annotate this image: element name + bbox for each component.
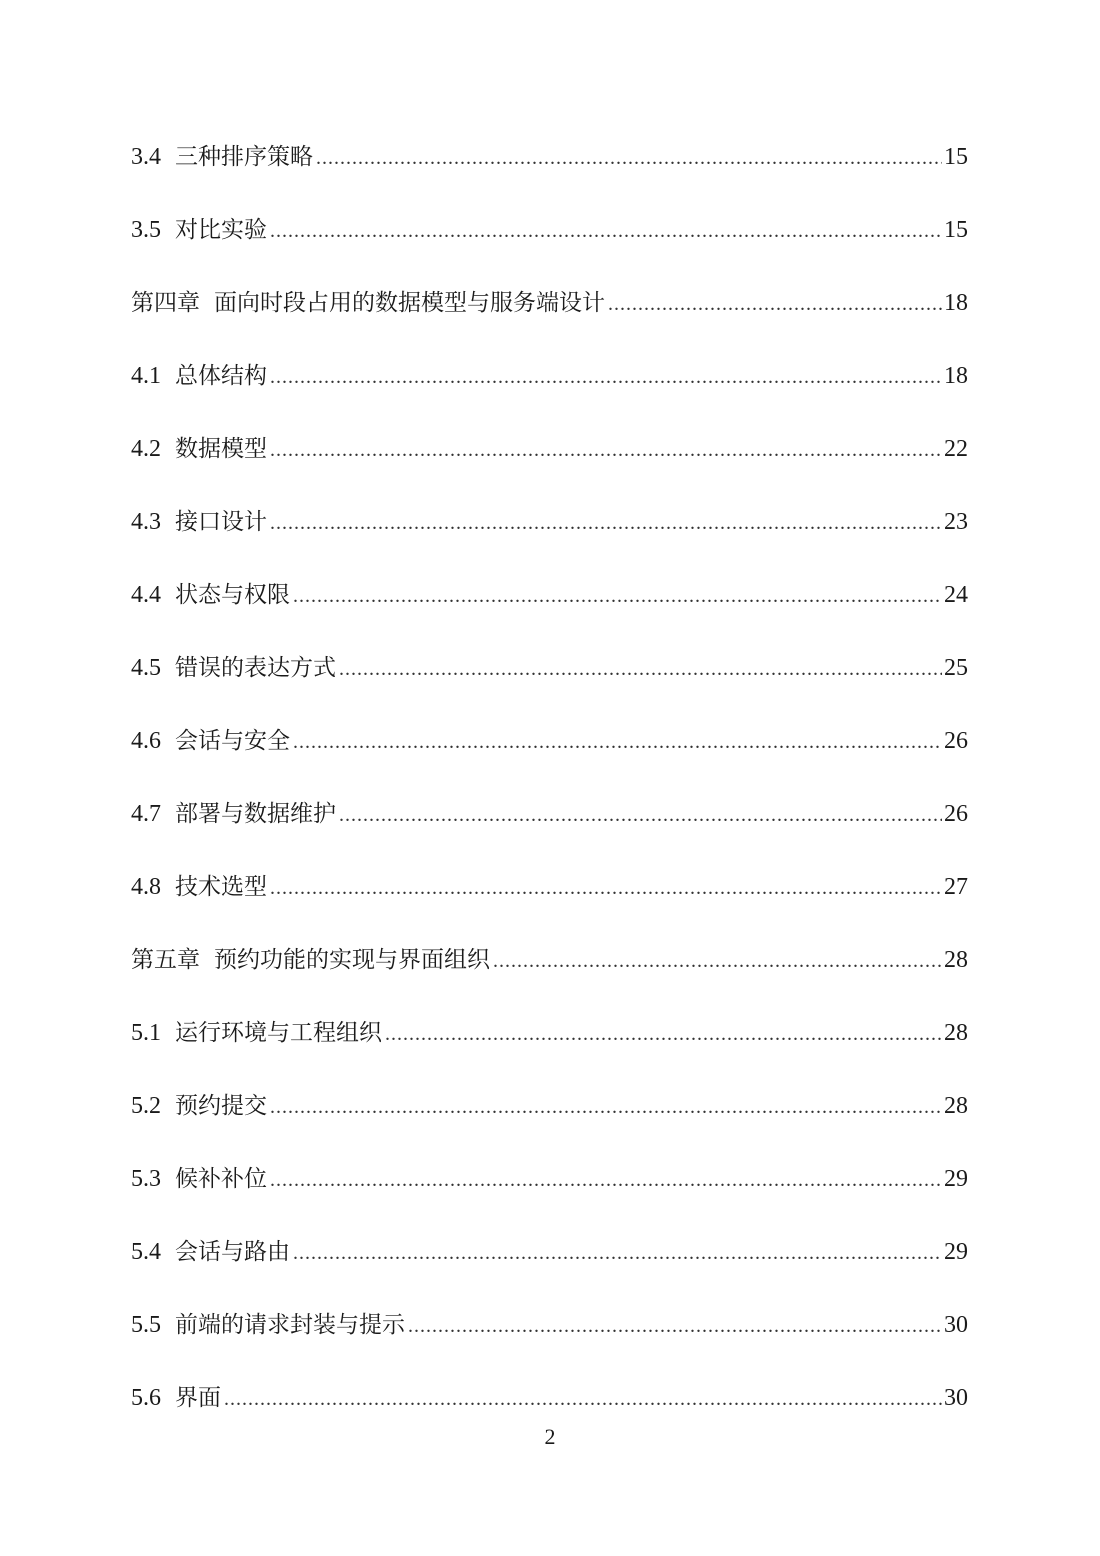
dot-leader: [385, 1014, 942, 1054]
entry-page-number: 25: [944, 655, 968, 681]
section-number: 5.6: [131, 1385, 161, 1411]
dot-leader: [270, 1160, 942, 1200]
entry-title: 面向时段占用的数据模型与服务端设计: [214, 290, 605, 316]
entry-title: 三种排序策略: [175, 144, 313, 170]
entry-title: 预约提交: [175, 1093, 267, 1119]
entry-title: 界面: [175, 1385, 221, 1411]
entry-page-number: 15: [944, 217, 968, 243]
entry-title: 会话与路由: [175, 1239, 290, 1265]
entry-page-number: 29: [944, 1166, 968, 1192]
section-number: 3.5: [131, 217, 161, 243]
toc-section-entry[interactable]: [131, 429, 968, 502]
section-number: 5.2: [131, 1093, 161, 1119]
dot-leader: [339, 795, 942, 835]
chapter-label: 第四章: [131, 290, 200, 316]
toc-section-entry[interactable]: [131, 502, 968, 575]
section-number: 4.5: [131, 655, 161, 681]
toc-section-entry[interactable]: [131, 1013, 968, 1086]
entry-page-number: 30: [944, 1312, 968, 1338]
entry-page-number: 26: [944, 728, 968, 754]
entry-title: 状态与权限: [175, 582, 290, 608]
dot-leader: [339, 649, 942, 689]
dot-leader: [293, 722, 942, 762]
entry-page-number: 28: [944, 947, 968, 973]
page-number: 2: [544, 1424, 556, 1449]
entry-page-number: 30: [944, 1385, 968, 1411]
entry-title: 总体结构: [175, 363, 267, 389]
dot-leader: [408, 1306, 942, 1346]
section-number: 3.4: [131, 144, 161, 170]
entry-title: 接口设计: [175, 509, 267, 535]
entry-title: 运行环境与工程组织: [175, 1020, 382, 1046]
dot-leader: [270, 503, 942, 543]
dot-leader: [270, 1087, 942, 1127]
entry-title: 会话与安全: [175, 728, 290, 754]
entry-page-number: 15: [944, 144, 968, 170]
entry-title: 预约功能的实现与界面组织: [214, 947, 490, 973]
toc-section-entry[interactable]: [131, 1305, 968, 1378]
entry-page-number: 28: [944, 1020, 968, 1046]
toc-chapter-entry[interactable]: [131, 283, 968, 356]
toc-chapter-entry[interactable]: [131, 940, 968, 1013]
entry-title: 错误的表达方式: [175, 655, 336, 681]
entry-page-number: 27: [944, 874, 968, 900]
entry-page-number: 22: [944, 436, 968, 462]
entry-title: 前端的请求封装与提示: [175, 1312, 405, 1338]
section-number: 4.8: [131, 874, 161, 900]
section-number: 5.5: [131, 1312, 161, 1338]
entry-page-number: 24: [944, 582, 968, 608]
entry-page-number: 26: [944, 801, 968, 827]
entry-page-number: 18: [944, 290, 968, 316]
entry-page-number: 18: [944, 363, 968, 389]
dot-leader: [493, 941, 942, 981]
toc-section-entry[interactable]: [131, 1086, 968, 1159]
entry-page-number: 28: [944, 1093, 968, 1119]
toc-section-entry[interactable]: [131, 648, 968, 721]
toc-section-entry[interactable]: [131, 1159, 968, 1232]
section-number: 4.4: [131, 582, 161, 608]
toc-section-entry[interactable]: [131, 575, 968, 648]
dot-leader: [270, 357, 942, 397]
section-number: 5.4: [131, 1239, 161, 1265]
table-of-contents: [131, 137, 968, 1451]
section-number: 4.3: [131, 509, 161, 535]
section-number: 4.7: [131, 801, 161, 827]
dot-leader: [293, 576, 942, 616]
section-number: 5.3: [131, 1166, 161, 1192]
dot-leader: [608, 284, 942, 324]
toc-section-entry[interactable]: [131, 867, 968, 940]
toc-section-entry[interactable]: [131, 356, 968, 429]
dot-leader: [224, 1379, 942, 1419]
dot-leader: [270, 211, 942, 251]
section-number: 4.2: [131, 436, 161, 462]
entry-title: 技术选型: [175, 874, 267, 900]
dot-leader: [316, 138, 942, 178]
toc-section-entry[interactable]: [131, 794, 968, 867]
toc-section-entry[interactable]: [131, 1232, 968, 1305]
entry-title: 候补补位: [175, 1166, 267, 1192]
dot-leader: [270, 430, 942, 470]
section-number: 4.1: [131, 363, 161, 389]
dot-leader: [270, 868, 942, 908]
toc-section-entry[interactable]: [131, 721, 968, 794]
dot-leader: [293, 1233, 942, 1273]
entry-page-number: 23: [944, 509, 968, 535]
entry-page-number: 29: [944, 1239, 968, 1265]
entry-title: 部署与数据维护: [175, 801, 336, 827]
section-number: 5.1: [131, 1020, 161, 1046]
section-number: 4.6: [131, 728, 161, 754]
toc-section-entry[interactable]: [131, 210, 968, 283]
toc-section-entry[interactable]: [131, 137, 968, 210]
entry-title: 对比实验: [175, 217, 267, 243]
chapter-label: 第五章: [131, 947, 200, 973]
entry-title: 数据模型: [175, 436, 267, 462]
